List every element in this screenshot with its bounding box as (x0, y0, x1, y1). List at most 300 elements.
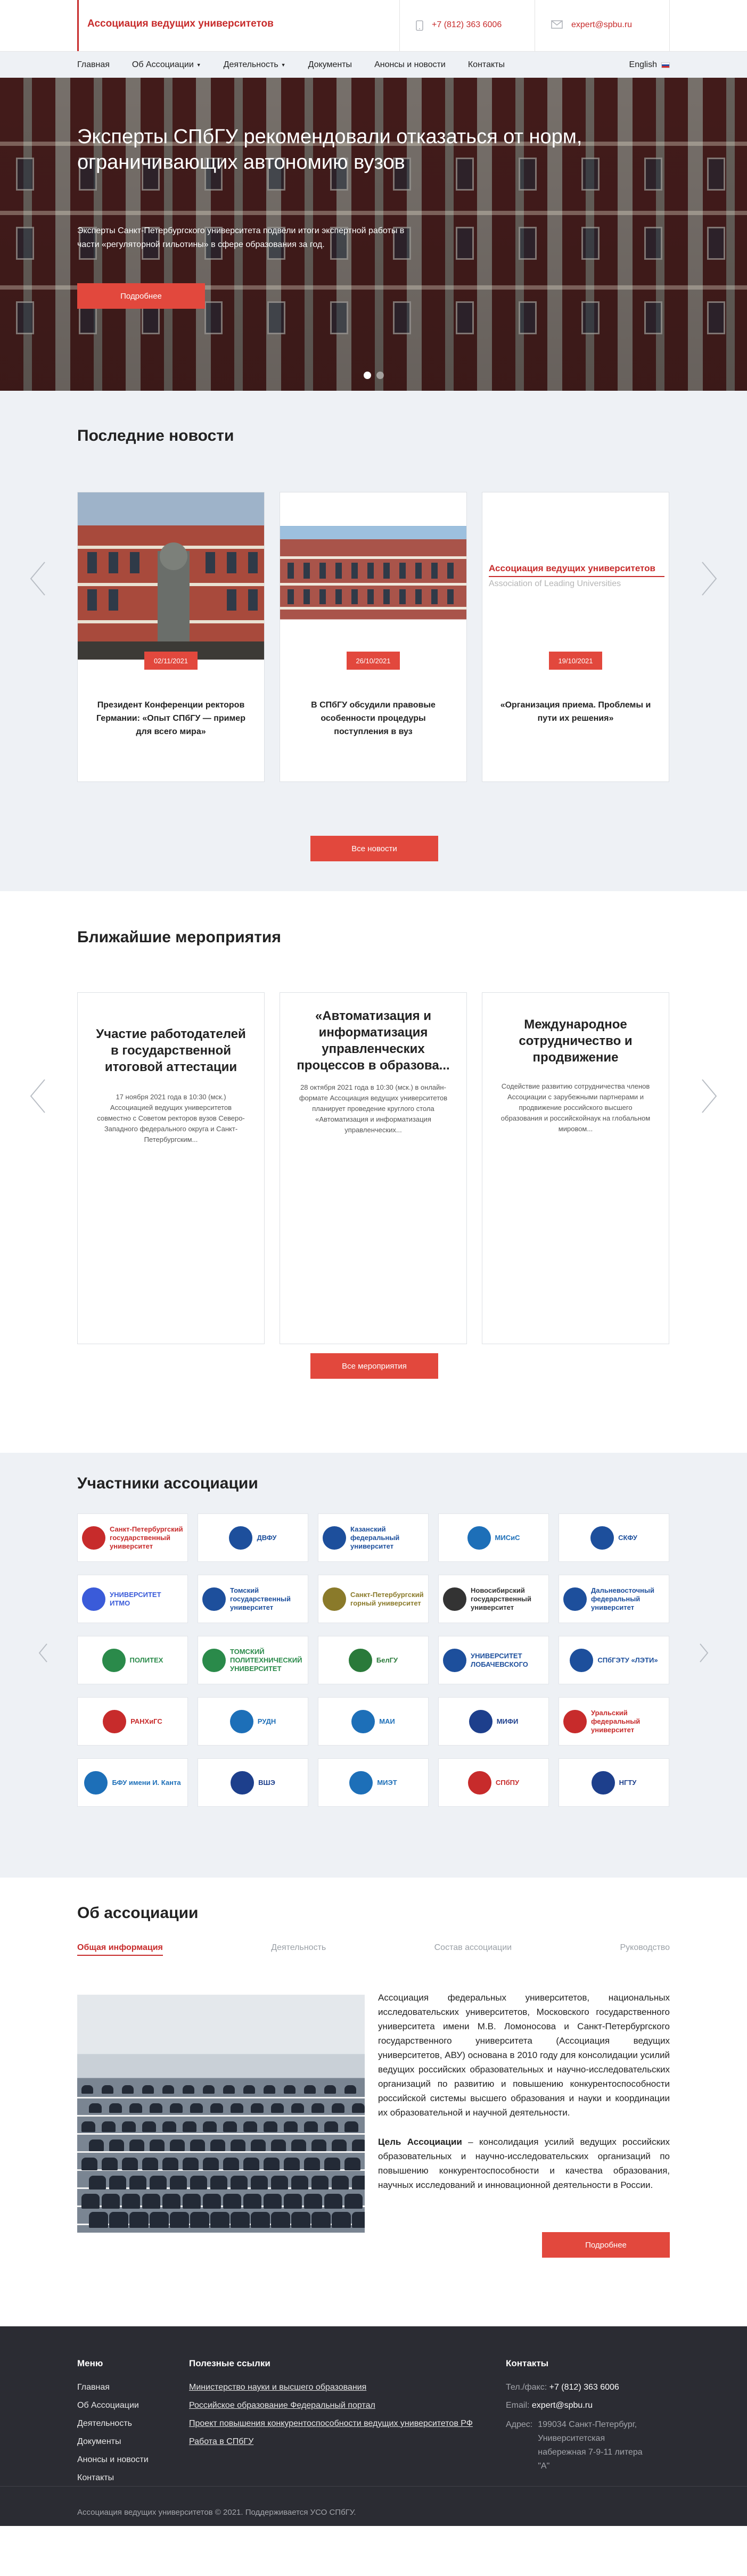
about-goal-text: – консолидация усилий ведущих российских образовательных и научно-исследовательских организаций по повышению конкурентоспособности и качества образования, научных исследований и инновационной деятельности в России. (378, 2137, 670, 2190)
attendee (271, 2176, 288, 2190)
desk-row (77, 2169, 365, 2171)
chevron-right-icon[interactable] (698, 1642, 710, 1664)
about-more-button[interactable]: Подробнее (542, 2232, 670, 2258)
attendee (102, 2121, 116, 2132)
attendee (271, 2103, 284, 2113)
university-emblem-icon (323, 1587, 346, 1611)
phone-icon (416, 20, 423, 31)
about-paragraph (378, 2135, 670, 2192)
all-events-button[interactable]: Все мероприятия (310, 1353, 438, 1379)
building-window (16, 301, 34, 334)
member-logo[interactable] (559, 1636, 669, 1684)
member-logos-grid (77, 1513, 670, 1807)
caret-down-icon: ▼ (196, 62, 201, 68)
news-date: 19/10/2021 (549, 652, 602, 670)
member-logo[interactable] (559, 1513, 669, 1562)
footer-link[interactable]: Анонсы и новости (77, 2455, 149, 2464)
event-title[interactable]: Международное сотрудничество и продвижение (519, 1017, 633, 1065)
news-title: Последние новости (77, 427, 234, 445)
building-window (707, 158, 725, 191)
attendee (170, 2212, 189, 2228)
member-logo-name: МИСиС (495, 1533, 520, 1542)
member-logo[interactable] (198, 1575, 308, 1623)
member-logo-name: БФУ имени И. Канта (112, 1778, 181, 1787)
member-logo[interactable] (198, 1636, 308, 1684)
language-switch[interactable] (629, 60, 670, 70)
slider-dot[interactable] (364, 372, 371, 379)
attendee (324, 2121, 338, 2132)
attendee (150, 2103, 162, 2113)
attendee (129, 2176, 146, 2190)
university-emblem-icon (351, 1710, 375, 1733)
university-emblem-icon (102, 1649, 126, 1672)
footer-external-link[interactable]: Министерство науки и высшего образования (189, 2383, 367, 2392)
news-date: 26/10/2021 (347, 652, 400, 670)
attendee (81, 2121, 95, 2132)
chevron-right-icon[interactable] (698, 560, 719, 597)
attendee (81, 2194, 100, 2209)
attendee (210, 2212, 229, 2228)
attendee (223, 2085, 235, 2094)
association-logo-ru: Ассоциация ведущих университетов (489, 563, 664, 577)
hero-text: Эксперты Санкт-Петербургского университета подвели итоги экспертной работы в части «регуляторной гильотины» в сфере образования за год. (77, 226, 405, 249)
footer-bottom (0, 2486, 747, 2517)
member-logo[interactable] (559, 1697, 669, 1746)
attendee (109, 2139, 124, 2151)
member-logo-name: РАНХиГС (130, 1717, 162, 1725)
attendee (311, 2139, 326, 2151)
attendee (243, 2194, 261, 2209)
member-logo[interactable] (318, 1697, 429, 1746)
footer-email: Email: expert@spbu.ru (506, 2401, 593, 2410)
member-logo[interactable] (77, 1758, 188, 1807)
attendee (210, 2176, 227, 2190)
university-emblem-icon (590, 1526, 614, 1550)
member-logo-name: УНИВЕРСИТЕТ ИТМО (110, 1590, 161, 1607)
attendee (170, 2176, 187, 2190)
attendee (102, 2158, 118, 2170)
attendee (162, 2121, 176, 2132)
attendee (122, 2158, 138, 2170)
member-logo-name: СКФУ (618, 1533, 637, 1542)
member-logo-name: МАИ (379, 1717, 395, 1725)
attendee (122, 2121, 136, 2132)
attendee (231, 2212, 250, 2228)
attendee (344, 2121, 358, 2132)
footer-link[interactable]: Деятельность (77, 2419, 132, 2428)
attendee (203, 2085, 215, 2094)
attendee (352, 2176, 365, 2190)
caret-down-icon: ▼ (281, 62, 286, 68)
nav-item-home[interactable]: Главная (77, 60, 110, 69)
attendee (264, 2158, 280, 2170)
building-window (16, 158, 34, 191)
news-card[interactable] (482, 492, 669, 782)
university-emblem-icon (202, 1587, 226, 1611)
site-footer (0, 2326, 747, 2526)
tab-members[interactable]: Состав ассоциации (434, 1943, 512, 1952)
slider-dot[interactable] (376, 372, 384, 379)
university-emblem-icon (231, 1771, 254, 1795)
attendee (142, 2194, 160, 2209)
attendee (332, 2212, 351, 2228)
tab-leadership[interactable]: Руководство (620, 1943, 670, 1952)
attendee (284, 2121, 298, 2132)
attendee (122, 2194, 140, 2209)
member-logo[interactable] (198, 1697, 308, 1746)
association-logo-en: Association of Leading Universities (489, 579, 621, 588)
news-section (0, 391, 747, 891)
attendee (284, 2158, 300, 2170)
attendee (332, 2103, 344, 2113)
header-email[interactable] (535, 0, 670, 51)
news-image (78, 492, 264, 660)
footer-links-title: Полезные ссылки (189, 2358, 270, 2368)
attendee (344, 2085, 356, 2094)
hero-slider (0, 78, 747, 391)
member-logo-name: НГТУ (619, 1778, 637, 1787)
member-logo-name: МИФИ (496, 1717, 519, 1725)
news-date: 02/11/2021 (144, 652, 198, 670)
header-phone[interactable] (399, 0, 535, 51)
university-emblem-icon (82, 1526, 105, 1550)
desk-row (77, 2133, 365, 2135)
members-section (0, 1453, 747, 1878)
attendee (190, 2103, 203, 2113)
university-emblem-icon (230, 1710, 253, 1733)
attendee (324, 2194, 342, 2209)
footer-link[interactable]: Главная (77, 2383, 110, 2392)
event-card[interactable] (482, 992, 669, 1344)
chevron-left-icon[interactable] (28, 560, 49, 597)
attendee (264, 2085, 275, 2094)
member-logo[interactable] (559, 1758, 669, 1807)
footer-link[interactable]: Контакты (77, 2473, 114, 2482)
attendee (190, 2212, 209, 2228)
all-news-button[interactable]: Все новости (310, 836, 438, 861)
site-header (0, 0, 747, 78)
conference-hall-photo (77, 1995, 365, 2233)
attendee (311, 2103, 324, 2113)
member-logo[interactable] (318, 1636, 429, 1684)
attendee (352, 2212, 365, 2228)
hero-title: Эксперты СПбГУ рекомендовали отказаться от норм, ограничивающих автономию вузов (77, 126, 582, 174)
attendee (102, 2194, 120, 2209)
member-logo[interactable] (438, 1697, 549, 1746)
attendee (311, 2212, 331, 2228)
attendee (324, 2085, 336, 2094)
attendee (129, 2212, 149, 2228)
member-logo[interactable] (318, 1575, 429, 1623)
chevron-left-icon[interactable] (28, 1077, 49, 1115)
member-logo[interactable] (77, 1575, 188, 1623)
attendee (109, 2103, 122, 2113)
footer-address: Адрес: 199034 Санкт-Петербург, Университетская набережная 7-9-11 литера "А" (506, 2420, 643, 2471)
attendee (304, 2121, 318, 2132)
news-headline[interactable]: «Организация приема. Проблемы и пути их решения» (500, 701, 651, 723)
header-phone-text: +7 (812) 363 6006 (432, 20, 502, 29)
attendee (311, 2176, 329, 2190)
attendee (344, 2194, 363, 2209)
event-title[interactable]: «Автоматизация и информатизация управленческих процессов в образова... (297, 1009, 450, 1073)
footer-menu-title: Меню (77, 2358, 103, 2368)
member-logo[interactable] (438, 1758, 549, 1807)
attendee (170, 2139, 185, 2151)
footer-external-link[interactable]: Российское образование Федеральный портал (189, 2401, 375, 2410)
university-emblem-icon (82, 1587, 105, 1611)
member-logo[interactable] (438, 1636, 549, 1684)
university-emblem-icon (443, 1587, 466, 1611)
member-logo-name: Дальневосточный федеральный университет (591, 1586, 654, 1611)
attendee (150, 2176, 167, 2190)
attendee (251, 2103, 264, 2113)
about-goal-lead: Цель Ассоциации (378, 2137, 462, 2147)
attendee (183, 2121, 196, 2132)
uk-flag-icon (661, 62, 670, 68)
attendee (304, 2085, 316, 2094)
attendee (243, 2121, 257, 2132)
attendee (183, 2158, 199, 2170)
member-logo-name: МИЭТ (377, 1778, 397, 1787)
attendee (170, 2103, 183, 2113)
attendee (352, 2103, 365, 2113)
attendee (190, 2176, 207, 2190)
attendee (251, 2176, 268, 2190)
attendee (223, 2194, 241, 2209)
attendee (89, 2139, 104, 2151)
event-card[interactable] (280, 992, 467, 1344)
attendee (271, 2139, 286, 2151)
footer-copyright: Ассоциация ведущих университетов © 2021. Поддерживается УСО СПбГУ. (77, 2508, 356, 2517)
main-nav (0, 51, 747, 78)
attendee (284, 2085, 295, 2094)
member-logo-name: ТОМСКИЙ ПОЛИТЕХНИЧЕСКИЙ УНИВЕРСИТЕТ (230, 1647, 302, 1673)
event-card[interactable] (77, 992, 265, 1344)
footer-external-link[interactable]: Проект повышения конкурентоспособности ведущих университетов РФ (189, 2419, 473, 2428)
footer-link[interactable]: Документы (77, 2437, 121, 2446)
attendee (264, 2121, 277, 2132)
about-text (378, 1990, 670, 2192)
event-title[interactable]: Участие работодателей в государственной итоговой аттестации (96, 1027, 246, 1074)
nav-item-contacts[interactable]: Контакты (467, 60, 505, 69)
member-logo-name: РУДН (257, 1717, 276, 1725)
hero-more-button[interactable]: Подробнее (77, 283, 205, 309)
member-logo[interactable] (318, 1758, 429, 1807)
attendee (190, 2139, 205, 2151)
attendee (162, 2085, 174, 2094)
attendee (344, 2158, 360, 2170)
university-emblem-icon (323, 1526, 346, 1550)
nav-item-news[interactable]: Анонсы и новости (374, 60, 446, 69)
member-logo-name: ДВФУ (257, 1533, 277, 1542)
member-logo-name: УНИВЕРСИТЕТ ЛОБАЧЕВСКОГО (471, 1651, 528, 1668)
attendee (81, 2085, 93, 2094)
tab-activity[interactable]: Деятельность (271, 1943, 326, 1952)
attendee (352, 2139, 365, 2151)
university-emblem-icon (563, 1710, 587, 1733)
member-logo[interactable] (77, 1636, 188, 1684)
member-logo[interactable] (77, 1513, 188, 1562)
footer-email-link[interactable]: expert@spbu.ru (531, 2401, 593, 2410)
attendee (304, 2194, 322, 2209)
footer-contacts-title: Контакты (506, 2358, 549, 2368)
site-logo[interactable]: Ассоциация ведущих университетов (77, 0, 399, 51)
attendee (291, 2176, 308, 2190)
news-image (482, 492, 669, 660)
desk-row (77, 2097, 365, 2098)
header-email-text: expert@spbu.ru (571, 20, 633, 29)
attendee (324, 2158, 340, 2170)
footer-contacts (506, 2358, 670, 2473)
news-headline[interactable]: В СПбГУ обсудили правовые особенности процедуры поступления в вуз (311, 701, 436, 736)
university-emblem-icon (229, 1526, 252, 1550)
attendee (203, 2194, 221, 2209)
attendee (142, 2121, 156, 2132)
university-emblem-icon (469, 1710, 492, 1733)
attendee (291, 2212, 310, 2228)
attendee (122, 2085, 134, 2094)
attendee (243, 2158, 259, 2170)
university-building-illustration (78, 492, 264, 660)
attendee (162, 2194, 180, 2209)
university-emblem-icon (84, 1771, 108, 1795)
attendee (183, 2194, 201, 2209)
member-logo-name: БелГУ (376, 1656, 398, 1664)
attendee (291, 2103, 304, 2113)
attendee (142, 2158, 158, 2170)
about-paragraph: Ассоциация федеральных университетов, национальных исследовательских университетов, Московского государственного университета имени М.В. Ломоносова и Санкт-Петербургского государственного университета (Ассоциация ведущих университетов, АВУ) основана в 2010 году для консолидации усилий ведущих российских образовательных и научно-исследовательских организаций по развитию и повышению конкурентоспособности российской системы высшего образования и науки и координации их образовательной и научной деятельности. (378, 1993, 670, 2118)
mail-icon (551, 20, 563, 29)
university-emblem-icon (570, 1649, 593, 1672)
footer-phone: Тел./факс: +7 (812) 363 6006 (506, 2383, 619, 2392)
member-logo[interactable] (198, 1758, 308, 1807)
member-logo-name: Санкт-Петербургский государственный университет (110, 1525, 183, 1550)
university-emblem-icon (349, 1771, 373, 1795)
attendee (89, 2176, 106, 2190)
footer-link[interactable]: Об Ассоциации (77, 2401, 139, 2410)
events-section (0, 891, 747, 1453)
attendee (109, 2212, 128, 2228)
member-logo-name: СПбПУ (495, 1778, 520, 1787)
attendee (203, 2121, 217, 2132)
desk-row (77, 2115, 365, 2117)
language-label: English (629, 60, 657, 69)
footer-phone-link[interactable]: +7 (812) 363 6006 (549, 2383, 619, 2392)
attendee (81, 2158, 97, 2170)
event-description: 17 ноября 2021 года в 10:30 (мск.) Ассоциацией ведущих университетов совместно с Советом ректоров вузов Северо-Западного федерального округа и Санкт-Петербургским... (97, 1093, 245, 1143)
attendee (243, 2085, 255, 2094)
desk-row (77, 2151, 365, 2153)
chevron-left-icon[interactable] (37, 1642, 49, 1664)
building-window (16, 227, 34, 260)
nav-item-activity[interactable]: Деятельность ▼ (223, 60, 286, 69)
member-logo-name: Томский государственный университет (230, 1586, 291, 1611)
attendee (231, 2103, 243, 2113)
footer-external-link[interactable]: Работа в СПбГУ (189, 2437, 254, 2446)
attendee (109, 2176, 126, 2190)
members-title: Участники ассоциации (77, 1475, 258, 1492)
attendee (304, 2158, 320, 2170)
attendee (284, 2194, 302, 2209)
news-headline[interactable]: Президент Конференции ректоров Германии: «Опыт СПбГУ — пример для всего мира» (96, 701, 245, 736)
tab-general-info[interactable]: Общая информация (77, 1943, 163, 1956)
attendee (142, 2085, 154, 2094)
attendee (203, 2158, 219, 2170)
building-window (707, 301, 725, 334)
event-description: 28 октября 2021 года в 10:30 (мск.) в онлайн-формате Ассоциация ведущих университетов планирует проведение круглого стола «Автоматизация и информатизация управленческих... (299, 1083, 448, 1134)
attendee (210, 2139, 225, 2151)
attendee (264, 2194, 282, 2209)
attendee (129, 2139, 144, 2151)
attendee (150, 2139, 165, 2151)
attendee (223, 2121, 237, 2132)
news-card[interactable] (280, 492, 467, 782)
member-logo-name: СПбГЭТУ «ЛЭТИ» (597, 1656, 658, 1664)
member-logo[interactable] (438, 1575, 549, 1623)
attendee (89, 2212, 108, 2228)
attendee (210, 2103, 223, 2113)
attendee (223, 2158, 239, 2170)
university-emblem-icon (103, 1710, 126, 1733)
university-emblem-icon (468, 1771, 491, 1795)
attendee (231, 2139, 245, 2151)
attendee (291, 2139, 306, 2151)
attendee (332, 2139, 347, 2151)
member-logo-name: Санкт-Петербургский горный университет (350, 1590, 424, 1607)
news-image (280, 492, 466, 660)
university-emblem-icon (563, 1587, 587, 1611)
attendee (271, 2212, 290, 2228)
member-logo[interactable] (438, 1513, 549, 1562)
attendee (183, 2085, 194, 2094)
member-logo-name: ПОЛИТЕХ (129, 1656, 163, 1664)
member-logo[interactable] (198, 1513, 308, 1562)
attendee (162, 2158, 178, 2170)
member-logo[interactable] (77, 1697, 188, 1746)
attendee (251, 2139, 266, 2151)
events-title: Ближайшие мероприятия (77, 928, 281, 946)
member-logo[interactable] (318, 1513, 429, 1562)
slider-dots (0, 372, 747, 379)
university-emblem-icon (202, 1649, 226, 1672)
attendee (251, 2212, 270, 2228)
member-logo-name: Уральский федеральный университет (591, 1708, 641, 1734)
attendee (89, 2103, 102, 2113)
news-card[interactable] (77, 492, 265, 782)
about-tabs (77, 1943, 670, 1956)
university-emblem-icon (349, 1649, 372, 1672)
nav-item-about[interactable]: Об Ассоциации ▼ (132, 60, 201, 69)
university-emblem-icon (592, 1771, 615, 1795)
attendee (150, 2212, 169, 2228)
member-logo-name: Казанский федеральный университет (350, 1525, 400, 1550)
member-logo[interactable] (559, 1575, 669, 1623)
footer-useful-links (189, 2358, 487, 2451)
footer-menu (77, 2358, 173, 2487)
member-logo-name: Новосибирский государственный университет (471, 1586, 532, 1611)
university-facade-illustration (280, 492, 466, 660)
chevron-right-icon[interactable] (698, 1077, 719, 1115)
event-description: Содействие развитию сотрудничества членов Ассоциации с зарубежными партнерами и продвижение российского высшего образования и российскойнаук на глобальном мировом... (500, 1082, 651, 1133)
university-emblem-icon (443, 1649, 466, 1672)
attendee (231, 2176, 248, 2190)
attendee (332, 2176, 349, 2190)
member-logo-name: ВШЭ (258, 1778, 275, 1787)
nav-item-documents[interactable]: Документы (308, 60, 352, 69)
attendee (102, 2085, 113, 2094)
attendee (129, 2103, 142, 2113)
university-emblem-icon (467, 1526, 491, 1550)
